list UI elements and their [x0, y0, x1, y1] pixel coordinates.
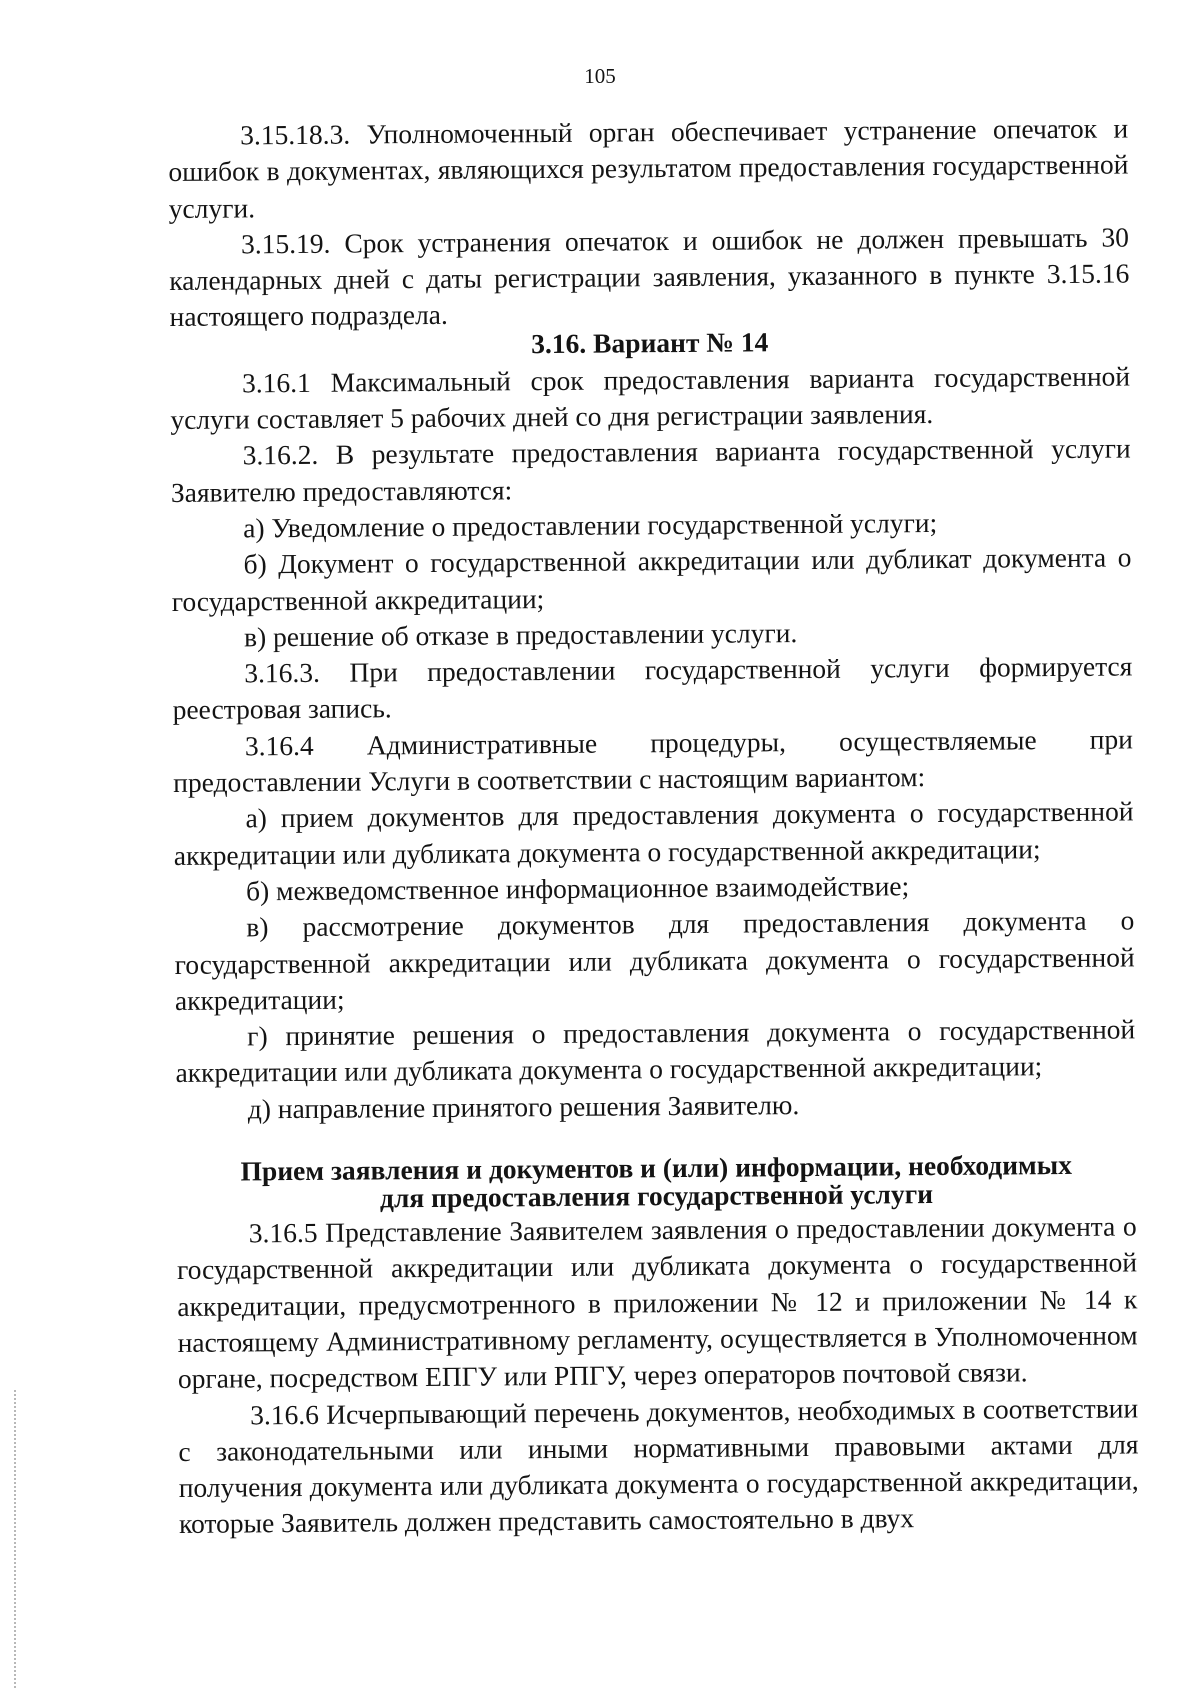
paragraph-3-15-19: 3.15.19. Срок устранения опечаток и ошибок не должен превышать 30 календарных дней с даты регистрации заявления, указанного в пункте 3.15.16 настоящего подраздела.: [169, 221, 1130, 333]
list-item: д) направление принятого решения Заявителю.: [247, 1088, 800, 1125]
paragraph-3-16-4: 3.16.4 Административные процедуры, осуществляемые при предоставлении Услуги в соответствии с настоящим вариантом:: [173, 723, 1134, 799]
subsection-title: [176, 1150, 1136, 1214]
scan-edge-artifact: [14, 1390, 16, 1690]
subsection-title-line: Прием заявления и документов и (или) информации, необходимых: [240, 1148, 1073, 1187]
list-item: в) рассмотрение документов для предоставления документа о государственной аккредитации или дубликата документа о государственной аккредитации;: [174, 904, 1135, 1016]
page-number: 105: [584, 64, 616, 88]
section-title: 3.16. Вариант № 14: [531, 326, 769, 359]
document-body: [168, 110, 1139, 1542]
paragraph-3-16-1: 3.16.1 Максимальный срок предоставления варианта государственной услуги составляет 5 рабочих дней со дня регистрации заявления.: [170, 360, 1131, 436]
list-item: г) принятие решения о предоставления документа о государственной аккредитации или дубликата документа о государственной аккредитации;: [175, 1013, 1136, 1089]
list-item: в) решение об отказе в предоставлении услуги.: [243, 616, 798, 653]
paragraph-3-16-5: 3.16.5 Представление Заявителем заявления о предоставлении документа о государственной аккредитации или дубликата документа о государственной аккредитации, предусмотренного в приложении № 12 и приложении № 14 к настоящему Административному регламенту, осуществляется в Уполномоченном органе, посредством ЕПГУ или РПГУ, через операторов почтовой связи.: [176, 1210, 1138, 1395]
paragraph-3-16-3: 3.16.3. При предоставлении государственной услуги формируется реестровая запись.: [172, 650, 1133, 726]
list-item: б) межведомственное информационное взаимодействие;: [245, 870, 910, 907]
list-item: б) Документ о государственной аккредитации или дубликат документа о государственной аккредитации;: [171, 541, 1132, 617]
paragraph-3-15-18-3: 3.15.18.3. Уполномоченный орган обеспечивает устранение опечаток и ошибок в документах, являющихся результатом предоставления государственной услуги.: [168, 112, 1129, 224]
paragraph-3-16-6: 3.16.6 Исчерпывающий перечень документов, необходимых в соответствии с законодательными или иными нормативными правовыми актами для получения документа или дубликата документа о государственной аккредитации, которые Заявитель должен представить самостоятельно в двух: [178, 1391, 1139, 1540]
paragraph-3-16-2: 3.16.2. В результате предоставления варианта государственной услуги Заявителю предоставляются:: [170, 432, 1131, 508]
list-item: а) Уведомление о предоставлении государственной услуги;: [243, 506, 938, 544]
subsection-title-line: для предоставления государственной услуги: [379, 1178, 934, 1214]
list-item: а) прием документов для предоставления документа о государственной аккредитации или дубликата документа о государственной аккредитации;: [173, 795, 1134, 871]
